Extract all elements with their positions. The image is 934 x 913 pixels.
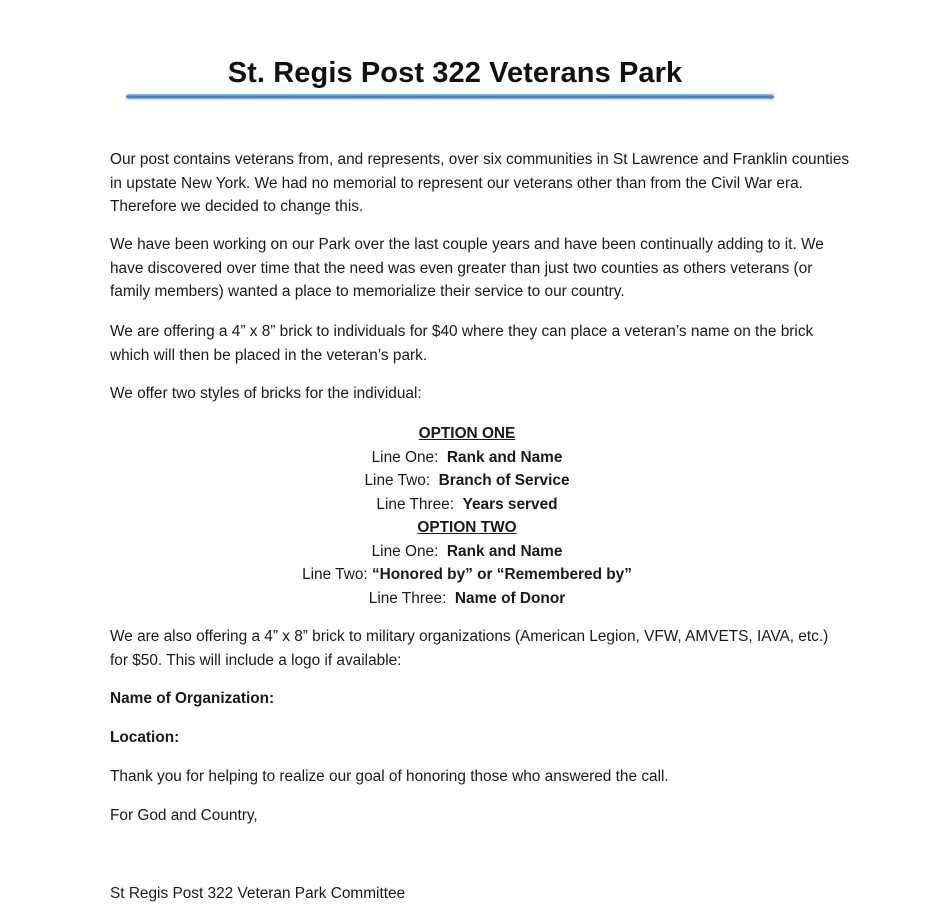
option-two-line-two-label: Line Two: [302, 566, 372, 583]
location-label: Location: [110, 729, 180, 746]
paragraph-thank-you: Thank you for helping to realize our goal of honoring those who answered the call. [110, 768, 669, 785]
brick-options-list [0, 422, 934, 610]
option-one-line-two [0, 469, 934, 493]
option-one-line-one-label: Line One: [371, 448, 447, 466]
option-one-line-one-value: Rank and Name [446, 448, 563, 466]
paragraph-brick-styles-intro: We offer two styles of bricks for the individual: [110, 385, 422, 402]
option-two-line-two [0, 563, 934, 587]
closing-line: For God and Country, [110, 807, 258, 824]
paragraph-park-progress: We have been working on our Park over the last couple years and have been continually adding to it. We have discovered over time that the need was even greater than just two counties as others veterans (or family members) wanted a place to memorialize their service to our country. [110, 236, 824, 300]
organization-name-label: Name of Organization: [110, 690, 275, 707]
signature-line: St Regis Post 322 Veteran Park Committee [110, 885, 406, 902]
option-one-line-three [0, 493, 934, 517]
option-two-line-three-label: Line Three: [368, 589, 455, 607]
paragraph-individual-brick-offer: We are offering a 4” x 8” brick to individuals for $40 where they can place a veteran’s name on the brick which will then be placed in the veteran’s park. [110, 323, 814, 364]
page-title: St. Regis Post 322 Veterans Park [227, 57, 683, 89]
option-one-heading: OPTION ONE [418, 425, 516, 442]
option-one-line-three-value: Years served [462, 495, 558, 513]
option-two-line-three-value: Name of Donor [454, 589, 566, 607]
paragraph-intro: Our post contains veterans from, and represents, over six communities in St Lawrence and Franklin counties in upstate New York. We had no memorial to represent our veterans other than from the Civil War era. Therefore we decided to change this. [110, 151, 850, 215]
option-one-line-three-label: Line Three: [376, 495, 463, 513]
option-two-line-two-value: “Honored by” or “Remembered by” [371, 566, 632, 583]
option-two-line-one-label: Line One: [371, 542, 447, 560]
title-underline-rule [126, 94, 774, 99]
option-two-heading: OPTION TWO [417, 519, 517, 536]
paragraph-organization-brick-offer: We are also offering a 4” x 8” brick to military organizations (American Legion, VFW, AMVETS, IAVA, etc.) for $50. This will include a logo if available: [110, 628, 829, 669]
option-one-line-two-label: Line Two: [364, 472, 439, 489]
option-one-line-two-value: Branch of Service [438, 472, 570, 489]
option-two-line-three [0, 587, 934, 611]
option-two-line-one-value: Rank and Name [446, 542, 563, 560]
option-two-line-one [0, 540, 934, 564]
option-one-line-one [0, 446, 934, 470]
